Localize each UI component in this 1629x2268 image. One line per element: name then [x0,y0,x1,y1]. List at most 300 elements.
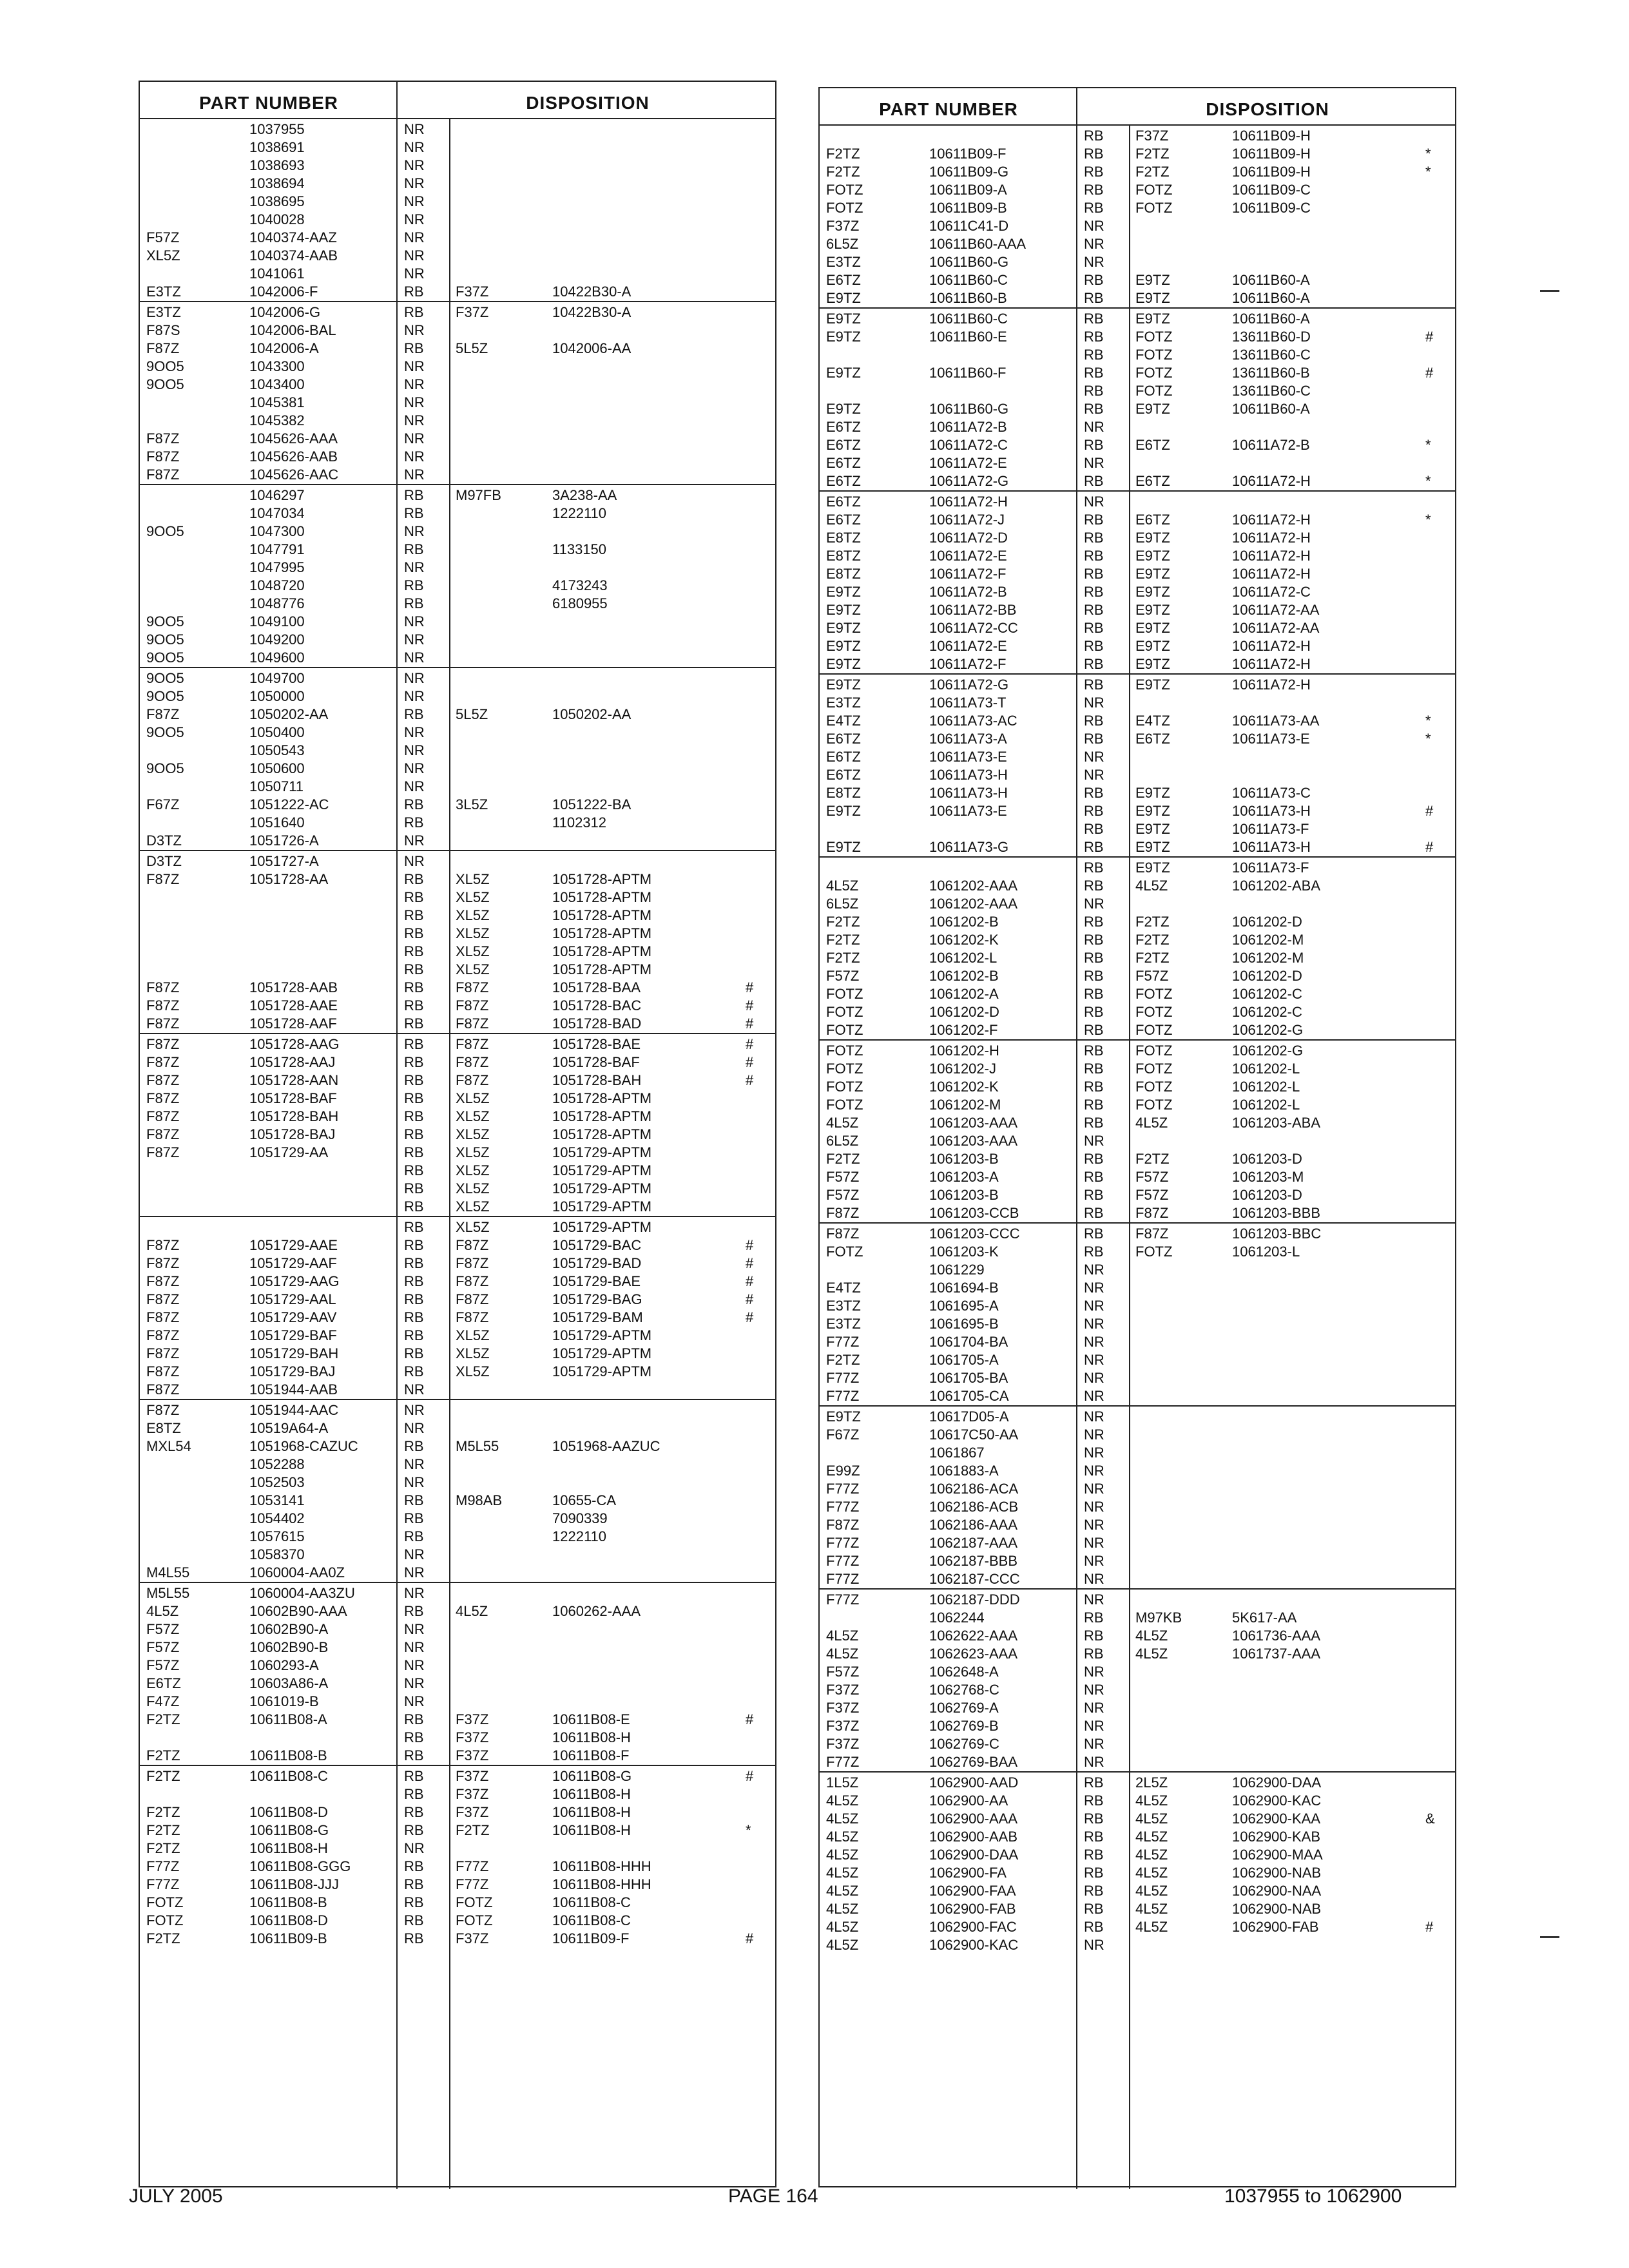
part-prefix: F87Z [146,1126,180,1142]
replacement-prefix: FOTZ [1135,1097,1173,1113]
disposition-code: NR [404,742,425,758]
disposition-code: NR [404,1474,425,1490]
disposition-code: NR [404,193,425,209]
replacement-number: 1061736-AAA [1232,1628,1320,1644]
table-row [140,1419,775,1437]
part-number: 1049200 [249,631,305,648]
disposition-code: RB [1084,932,1104,948]
part-number: 1061202-M [929,1097,1001,1113]
part-prefix: F57Z [826,1169,860,1185]
part-prefix: F2TZ [146,1840,180,1856]
disposition-code: NR [404,1402,425,1418]
disposition-code: NR [404,247,425,264]
replacement-prefix: E9TZ [1135,860,1170,876]
part-number: 10611A72-E [929,455,1007,471]
table-row [820,784,1455,802]
group-separator [140,1399,775,1400]
note-mark: # [746,1273,754,1289]
replacement-number: 1051728-APTM [552,889,652,905]
replacement-number: 10611B09-C [1232,200,1311,216]
part-number: 1062900-AAB [929,1829,1017,1845]
table-row [820,676,1455,694]
part-number: 10611A73-G [929,839,1009,855]
part-number: 10611A72-F [929,656,1007,672]
replacement-number: 1062900-KAA [1232,1811,1320,1827]
group-separator [820,1588,1455,1590]
part-prefix: E6TZ [826,437,861,453]
table-row [140,1564,775,1582]
disposition-code: RB [1084,1883,1104,1899]
part-prefix: 6L5Z [826,896,859,912]
part-number: 10611A72-E [929,638,1007,654]
table-row [820,1426,1455,1444]
note-mark: * [1425,713,1431,729]
disposition-code: NR [1084,1664,1104,1680]
part-prefix: E9TZ [826,365,861,381]
replacement-prefix: FOTZ [1135,1061,1173,1077]
part-prefix: F87Z [146,466,180,483]
replacement-number: 10611B09-F [552,1930,630,1946]
table-row [140,1254,775,1273]
part-prefix: E9TZ [826,290,861,306]
part-number: 10611A73-H [929,767,1008,783]
disposition-code: RB [1084,1610,1104,1626]
part-prefix: F77Z [826,1388,860,1404]
table-row [140,631,775,649]
disposition-code: RB [404,1438,424,1454]
replacement-prefix: E9TZ [1135,785,1170,801]
part-number: 1043300 [249,358,305,374]
replacement-number: 1061202-D [1232,968,1302,984]
replacement-prefix: F87Z [456,1036,489,1052]
part-prefix: FOTZ [826,200,863,216]
part-number: 10611B08-D [249,1912,328,1928]
part-prefix: F2TZ [146,1711,180,1727]
part-prefix: 9OO5 [146,376,184,392]
disposition-code: NR [404,211,425,227]
group-separator [820,307,1455,309]
table-row [140,613,775,631]
disposition-code: NR [404,1621,425,1637]
part-prefix: 9OO5 [146,670,184,686]
replacement-prefix: F87Z [1135,1225,1169,1242]
table-row [820,1315,1455,1333]
replacement-number: 10611B08-H [552,1786,631,1802]
replacement-prefix: E9TZ [1135,290,1170,306]
table-row [140,1072,775,1090]
part-prefix: E3TZ [146,284,181,300]
note-mark: # [746,1237,754,1253]
part-prefix: E6TZ [826,494,861,510]
disposition-code: RB [1084,584,1104,600]
part-prefix: FOTZ [826,1061,863,1077]
replacement-prefix: E9TZ [1135,584,1170,600]
replacement-prefix: F87Z [456,1291,489,1307]
part-number: 1060004-AA0Z [249,1564,345,1581]
table-row [140,448,775,466]
table-row [820,1387,1455,1405]
disposition-code: NR [404,853,425,869]
disposition-code: RB [404,871,424,887]
replacement-prefix: F87Z [456,1015,489,1032]
part-prefix: E3TZ [826,695,861,711]
replacement-number: 1061202-C [1232,986,1302,1002]
table-row [820,1699,1455,1717]
disposition-code: RB [404,1786,424,1802]
part-number: 1040028 [249,211,305,227]
table-row [820,1552,1455,1570]
part-number: 1051728-BAF [249,1090,337,1106]
replacement-prefix: 4L5Z [1135,1865,1168,1881]
part-prefix: E9TZ [826,311,861,327]
part-prefix: M5L55 [146,1585,190,1601]
part-number: 1061694-B [929,1280,999,1296]
table-row [140,283,775,301]
part-prefix: 4L5Z [826,1829,859,1845]
replacement-prefix: F87Z [456,1072,489,1088]
part-number: 1062900-KAC [929,1937,1019,1953]
table-row [820,565,1455,583]
disposition-code: RB [404,925,424,941]
table-row [140,1657,775,1675]
replacement-prefix: E6TZ [1135,512,1170,528]
part-prefix: 4L5Z [826,1901,859,1917]
disposition-code: RB [404,1219,424,1235]
note-mark: # [1425,803,1434,819]
replacement-prefix: XL5Z [456,1363,490,1379]
part-prefix: FOTZ [826,1079,863,1095]
replacement-number: 1061203-ABA [1232,1115,1320,1131]
disposition-code: RB [404,1309,424,1325]
table-row [820,1663,1455,1681]
disposition-code: NR [1084,1445,1104,1461]
replacement-prefix: 5L5Z [456,340,488,356]
disposition-code: NR [1084,896,1104,912]
table-row [820,895,1455,913]
part-prefix: FOTZ [826,1244,863,1260]
note-mark: # [746,1711,754,1727]
disposition-code: RB [1084,383,1104,399]
table-row [820,1444,1455,1462]
part-number: 1057615 [249,1528,305,1544]
part-number: 1042006-F [249,284,318,300]
disposition-code: RB [1084,803,1104,819]
table-row [140,1620,775,1639]
replacement-prefix: M97KB [1135,1610,1182,1626]
table-row [140,211,775,229]
note-mark: * [1425,473,1431,489]
part-number: 1042006-BAL [249,322,336,338]
replacement-prefix: E9TZ [1135,821,1170,837]
part-prefix: 6L5Z [826,1133,859,1149]
replacement-prefix: FOTZ [1135,365,1173,381]
part-number: 1038694 [249,175,305,191]
replacement-prefix: F2TZ [456,1822,490,1838]
replacement-prefix: E9TZ [1135,656,1170,672]
disposition-code: NR [404,466,425,483]
note-mark: * [1425,731,1431,747]
table-row [140,595,775,613]
disposition-code: RB [404,1912,424,1928]
part-prefix: F37Z [826,1736,860,1752]
part-prefix: F87Z [146,979,180,995]
table-row [820,1918,1455,1936]
part-prefix: FOTZ [826,1022,863,1038]
part-prefix: MXL54 [146,1438,191,1454]
replacement-number: 10611A72-H [1232,512,1311,528]
part-number: 10611A72-J [929,512,1005,528]
part-prefix: E9TZ [826,839,861,855]
replacement-prefix: XL5Z [456,925,490,941]
part-prefix: F87Z [146,1108,180,1124]
table-row [820,712,1455,730]
replacement-prefix: F87Z [456,997,489,1014]
disposition-code: NR [404,1420,425,1436]
part-number: 10611A72-BB [929,602,1017,618]
table-row [820,364,1455,382]
part-prefix: F87Z [146,871,180,887]
table-row [140,1456,775,1474]
part-number: 1051728-AAB [249,979,338,995]
part-prefix: 4L5Z [826,1937,859,1953]
footer-date: JULY 2005 [129,2186,223,2207]
part-prefix: F87Z [146,1402,180,1418]
table-row [820,1627,1455,1645]
page-range: 1037955 to 1062900 [1224,2186,1402,2207]
table-row [820,454,1455,472]
part-number: 1050202-AA [249,706,329,722]
part-number: 1047300 [249,523,305,539]
disposition-code: RB [404,889,424,905]
group-separator [140,484,775,485]
table-row [140,1840,775,1858]
part-prefix: F2TZ [146,1822,180,1838]
disposition-code: RB [1084,329,1104,345]
replacement-number: 1062900-NAA [1232,1883,1322,1899]
replacement-prefix: FOTZ [1135,383,1173,399]
disposition-code: RB [404,907,424,923]
part-prefix: F87Z [146,448,180,465]
part-number: 1051728-AAE [249,997,338,1014]
replacement-number: 1061202-L [1232,1061,1300,1077]
table-row [140,961,775,979]
disposition-code: RB [404,1072,424,1088]
disposition-code: RB [404,1747,424,1763]
table-row [820,1168,1455,1186]
part-prefix: F87Z [146,1309,180,1325]
part-number: 1045626-AAA [249,430,338,447]
table-row [140,265,775,283]
table-row [820,967,1455,985]
part-number: 1062769-C [929,1736,999,1752]
table-row [140,541,775,559]
disposition-code: NR [1084,1571,1104,1587]
replacement-prefix: E9TZ [1135,638,1170,654]
table-row [820,748,1455,766]
table-row [820,1150,1455,1168]
table-row [820,328,1455,346]
replacement-prefix: F77Z [456,1858,489,1874]
part-number: 1051728-AAN [249,1072,339,1088]
disposition-code: RB [1084,512,1104,528]
replacement-prefix: F87Z [456,1054,489,1070]
disposition-code: NR [1084,1535,1104,1551]
part-number: 1061202-D [929,1004,999,1020]
part-number: 10611B60-AAA [929,236,1027,252]
part-number: 10611A73-E [929,749,1007,765]
replacement-prefix: F37Z [456,1711,489,1727]
table-row [140,157,775,175]
disposition-code: RB [404,1768,424,1784]
replacement-prefix: XL5Z [456,1198,490,1215]
replacement-prefix: 4L5Z [1135,1883,1168,1899]
disposition-code: RB [1084,566,1104,582]
part-number: 1061883-A [929,1463,999,1479]
replacement-number: 1062900-DAA [1232,1774,1322,1791]
disposition-code: NR [1084,254,1104,270]
disposition-code: RB [404,943,424,959]
part-prefix: F87Z [146,430,180,447]
replacement-number: 10611A72-AA [1232,620,1320,636]
replacement-number: 13611B60-B [1232,365,1310,381]
disposition-code: NR [1084,1133,1104,1149]
replacement-number: 10611A72-H [1232,638,1311,654]
replacement-number: 10611A73-C [1232,785,1311,801]
disposition-code: NR [404,778,425,794]
replacement-number: 1061203-D [1232,1187,1302,1203]
disposition-code: RB [404,505,424,521]
replacement-prefix: F87Z [456,1255,489,1271]
part-prefix: F87Z [146,1363,180,1379]
replacement-prefix: FOTZ [1135,1244,1173,1260]
replacement-prefix: XL5Z [456,1162,490,1178]
part-number: 1061202-F [929,1022,998,1038]
part-prefix: F77Z [826,1553,860,1569]
part-number: 10611A72-H [929,494,1008,510]
group-separator [140,667,775,668]
part-number: 1050000 [249,688,305,704]
group-separator [140,1033,775,1034]
part-number: 1061695-A [929,1298,999,1314]
part-number: 10611A72-CC [929,620,1018,636]
part-number: 10611B60-E [929,329,1007,345]
disposition-code: RB [1084,272,1104,288]
replacement-prefix: XL5Z [456,1345,490,1361]
disposition-code: RB [404,487,424,503]
part-number: 10611B08-GGG [249,1858,351,1874]
replacement-prefix: E9TZ [1135,839,1170,855]
replacement-prefix: 4L5Z [1135,1646,1168,1662]
table-row [140,394,775,412]
part-number: 1051728-AAJ [249,1054,336,1070]
table-row [140,832,775,850]
part-prefix: E99Z [826,1463,860,1479]
part-prefix: F87Z [146,706,180,722]
replacement-prefix: E9TZ [1135,311,1170,327]
table-row [820,1021,1455,1039]
table-row [140,1876,775,1894]
part-prefix: E3TZ [826,1316,861,1332]
part-prefix: F87Z [146,1036,180,1052]
disposition-code: RB [404,814,424,831]
part-number-header: PART NUMBER [879,99,1018,119]
replacement-prefix: FOTZ [1135,1079,1173,1095]
table-row [820,913,1455,931]
replacement-prefix: F2TZ [1135,146,1170,162]
part-prefix: F87Z [146,1381,180,1398]
table-row [140,907,775,925]
note-mark: * [746,1822,751,1838]
note-mark: # [746,1930,754,1946]
part-number: 1045626-AAC [249,466,339,483]
table-row [820,472,1455,490]
part-prefix: 6L5Z [826,236,859,252]
part-number: 1062187-DDD [929,1591,1020,1608]
disposition-code: RB [1084,1865,1104,1881]
disposition-code: RB [404,796,424,812]
table-row [820,1846,1455,1864]
replacement-prefix: FOTZ [1135,1022,1173,1038]
table-row [820,1096,1455,1114]
table-row [140,687,775,706]
replacement-number: 10611B09-H [1232,164,1311,180]
replacement-prefix: F2TZ [1135,914,1170,930]
part-number: 1052288 [249,1456,305,1472]
part-prefix: F77Z [826,1334,860,1350]
table-row [140,340,775,358]
part-prefix: F57Z [826,1187,860,1203]
disposition-code: RB [1084,290,1104,306]
disposition-code: RB [1084,1187,1104,1203]
replacement-number: 1051729-BAE [552,1273,641,1289]
replacement-number: 1061202-M [1232,950,1304,966]
group-separator [820,1771,1455,1773]
part-number: 1062900-AAD [929,1774,1019,1791]
table-row [140,1401,775,1419]
replacement-number: 1051728-APTM [552,1090,652,1106]
replacement-prefix: FOTZ [1135,986,1173,1002]
disposition-code: NR [404,1546,425,1562]
replacement-number: 1062900-FAB [1232,1919,1319,1935]
disposition-code: NR [404,121,425,137]
part-number: 1051728-AA [249,871,329,887]
replacement-number: 1061202-G [1232,1022,1304,1038]
part-prefix: 4L5Z [826,1646,859,1662]
table-row [140,193,775,211]
part-number: 1051729-AAL [249,1291,336,1307]
part-number: 1061202-H [929,1043,999,1059]
disposition-code: RB [1084,713,1104,729]
replacement-prefix: E9TZ [1135,566,1170,582]
disposition-code: NR [1084,419,1104,435]
replacement-number: 1051729-APTM [552,1180,652,1196]
disposition-code: RB [1084,473,1104,489]
part-number: 1051968-CAZUC [249,1438,358,1454]
replacement-number: 1051729-APTM [552,1162,652,1178]
part-prefix: 9OO5 [146,688,184,704]
table-row [140,1821,775,1840]
disposition-code: NR [1084,1591,1104,1608]
part-prefix: F77Z [826,1535,860,1551]
replacement-prefix: E4TZ [1135,713,1170,729]
note-mark: * [1425,146,1431,162]
part-number: 1051729-AA [249,1144,329,1160]
disposition-code: RB [404,1126,424,1142]
table-row [140,1327,775,1345]
disposition-code: RB [1084,968,1104,984]
table-row [820,1243,1455,1261]
disposition-code: NR [404,430,425,447]
